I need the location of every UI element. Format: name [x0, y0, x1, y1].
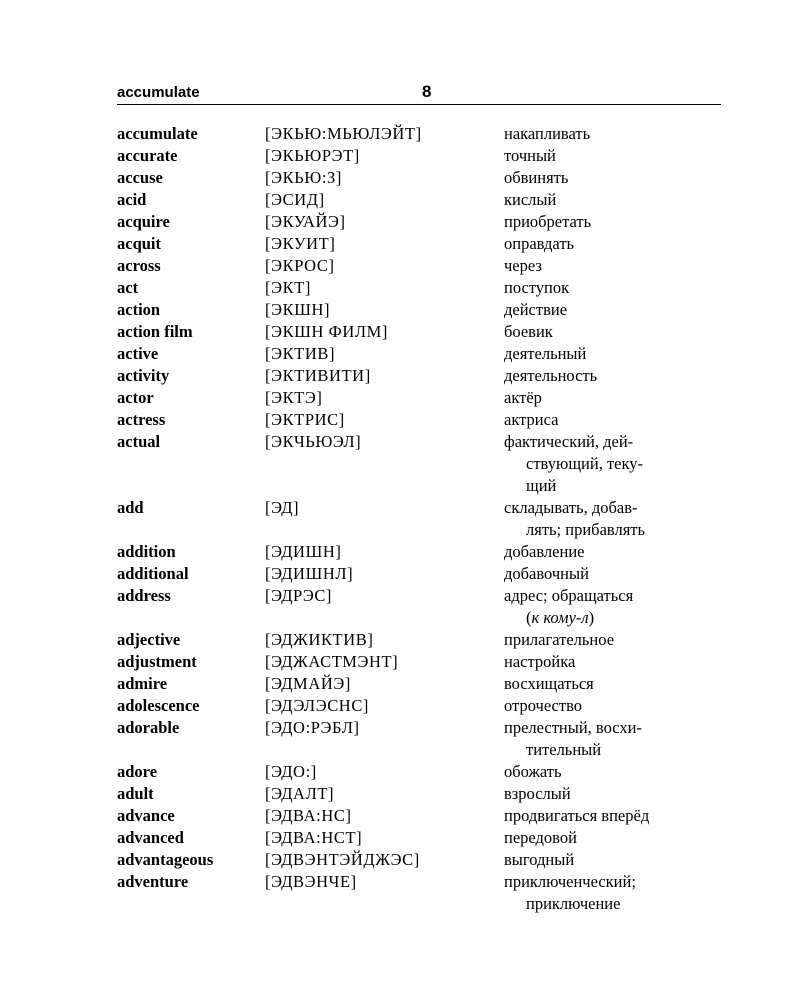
pronunciation: [ЭДВА:НСТ]: [265, 828, 363, 847]
translation: [504, 783, 737, 805]
headword: actual: [117, 432, 161, 451]
translation-line: накапливать: [504, 124, 591, 143]
translation-line: деятельный: [504, 344, 587, 363]
pronunciation: [ЭКЧЬЮЭЛ]: [265, 432, 362, 451]
dictionary-entry: [117, 629, 737, 651]
dictionary-entry: [117, 255, 737, 277]
translation: [504, 805, 737, 827]
pronunciation: [ЭДВА:НС]: [265, 806, 352, 825]
headword: adore: [117, 762, 158, 781]
dictionary-entry: [117, 563, 737, 585]
dictionary-entry: [117, 343, 737, 365]
pronunciation: [ЭДАЛТ]: [265, 784, 335, 803]
entry-list: [117, 123, 737, 915]
headword: adjective: [117, 630, 181, 649]
translation: [504, 871, 737, 915]
headword: active: [117, 344, 159, 363]
translation-line: выгодный: [504, 850, 575, 869]
translation: [504, 343, 737, 365]
pronunciation: [ЭДО:РЭБЛ]: [265, 718, 360, 737]
running-head-word: accumulate: [117, 84, 200, 101]
translation-line: взрослый: [504, 784, 571, 803]
dictionary-entry: [117, 211, 737, 233]
translation: [504, 189, 737, 211]
translation-line: оправдать: [504, 234, 575, 253]
headword: actress: [117, 410, 166, 429]
pronunciation: [ЭДИШН]: [265, 542, 342, 561]
dictionary-entry: [117, 827, 737, 849]
translation: [504, 673, 737, 695]
headword: act: [117, 278, 139, 297]
pronunciation: [ЭКЬЮ:МЬЮЛЭЙТ]: [265, 124, 422, 143]
headword: advanced: [117, 828, 184, 847]
headword: adjustment: [117, 652, 197, 671]
translation-line: добавление: [504, 542, 585, 561]
headword: adult: [117, 784, 154, 803]
headword: address: [117, 586, 171, 605]
translation-line: продвигаться вперёд: [504, 806, 650, 825]
dictionary-entry: [117, 497, 737, 541]
headword: acquire: [117, 212, 170, 231]
translation: [504, 299, 737, 321]
translation: [504, 541, 737, 563]
dictionary-entry: [117, 387, 737, 409]
pronunciation: [ЭДЖИКТИВ]: [265, 630, 374, 649]
pronunciation: [ЭДИШНЛ]: [265, 564, 354, 583]
translation-line: кислый: [504, 190, 557, 209]
dictionary-entry: [117, 409, 737, 431]
dictionary-entry: [117, 695, 737, 717]
dictionary-entry: [117, 651, 737, 673]
translation: [504, 365, 737, 387]
translation: [504, 651, 737, 673]
pronunciation: [ЭДЭЛЭСНС]: [265, 696, 370, 715]
translation-line: через: [504, 256, 542, 275]
translation-line: точный: [504, 146, 556, 165]
translation-line: поступок: [504, 278, 570, 297]
dictionary-entry: [117, 365, 737, 387]
translation-line: передовой: [504, 828, 577, 847]
translation-line: щий: [526, 476, 557, 495]
translation: [504, 497, 737, 541]
pronunciation: [ЭСИД]: [265, 190, 325, 209]
translation-line: тительный: [526, 740, 602, 759]
translation: [504, 145, 737, 167]
pronunciation: [ЭКЬЮ:З]: [265, 168, 342, 187]
pronunciation: [ЭКТИВ]: [265, 344, 336, 363]
translation-line: добавочный: [504, 564, 589, 583]
dictionary-entry: [117, 167, 737, 189]
headword: addition: [117, 542, 176, 561]
translation-line: восхищаться: [504, 674, 594, 693]
pronunciation: [ЭДО:]: [265, 762, 317, 781]
dictionary-entry: [117, 123, 737, 145]
headword: advantageous: [117, 850, 214, 869]
dictionary-entry: [117, 145, 737, 167]
translation-line: настройка: [504, 652, 576, 671]
translation-line: складывать, добав-: [504, 498, 638, 517]
dictionary-entry: [117, 541, 737, 563]
translation: [504, 761, 737, 783]
headword: adolescence: [117, 696, 200, 715]
dictionary-entry: [117, 189, 737, 211]
translation: [504, 321, 737, 343]
translation-line: ствующий, теку-: [526, 454, 644, 473]
translation-line: актёр: [504, 388, 542, 407]
translation-line: прилагательное: [504, 630, 615, 649]
headword: accumulate: [117, 124, 198, 143]
translation-line: прелестный, восхи-: [504, 718, 642, 737]
translation-line: обвинять: [504, 168, 569, 187]
headword: across: [117, 256, 161, 275]
pronunciation: [ЭДЖАСТМЭНТ]: [265, 652, 399, 671]
dictionary-entry: [117, 321, 737, 343]
dictionary-entry: [117, 717, 737, 761]
translation-line: приобретать: [504, 212, 592, 231]
headword: action: [117, 300, 161, 319]
pronunciation: [ЭДВЭНЧЕ]: [265, 872, 357, 891]
translation-line: обожать: [504, 762, 562, 781]
translation: [504, 255, 737, 277]
headword: add: [117, 498, 144, 517]
dictionary-entry: [117, 761, 737, 783]
dictionary-entry: [117, 233, 737, 255]
translation: [504, 233, 737, 255]
pronunciation: [ЭКТРИС]: [265, 410, 345, 429]
pronunciation: [ЭД]: [265, 498, 300, 517]
translation: [504, 387, 737, 409]
pronunciation: [ЭКУИТ]: [265, 234, 336, 253]
dictionary-entry: [117, 299, 737, 321]
translation-line: адрес; обращаться: [504, 586, 634, 605]
translation-note-text: к кому-л: [531, 608, 589, 627]
headword: additional: [117, 564, 189, 583]
pronunciation: [ЭКШН ФИЛМ]: [265, 322, 388, 341]
translation-line: отрочество: [504, 696, 583, 715]
translation-line: актриса: [504, 410, 559, 429]
headword: adorable: [117, 718, 180, 737]
dictionary-entry: [117, 871, 737, 915]
translation-line: боевик: [504, 322, 553, 341]
translation-line: лять; прибавлять: [526, 520, 646, 539]
translation: [504, 849, 737, 871]
page-number: 8: [422, 82, 432, 101]
translation: [504, 431, 737, 497]
pronunciation: [ЭДРЭС]: [265, 586, 333, 605]
running-head: [117, 84, 721, 105]
headword: adventure: [117, 872, 189, 891]
headword: activity: [117, 366, 170, 385]
translation: [504, 629, 737, 651]
pronunciation: [ЭКТИВИТИ]: [265, 366, 371, 385]
headword: accurate: [117, 146, 178, 165]
headword: advance: [117, 806, 175, 825]
pronunciation: [ЭКТ]: [265, 278, 311, 297]
pronunciation: [ЭКУАЙЭ]: [265, 212, 346, 231]
translation: [504, 563, 737, 585]
dictionary-entry: [117, 277, 737, 299]
translation: [504, 123, 737, 145]
translation: [504, 585, 737, 629]
dictionary-entry: [117, 805, 737, 827]
translation-line: деятельность: [504, 366, 598, 385]
dictionary-entry: [117, 431, 737, 497]
pronunciation: [ЭКРОС]: [265, 256, 335, 275]
dictionary-entry: [117, 783, 737, 805]
translation: [504, 695, 737, 717]
translation: [504, 277, 737, 299]
translation: [504, 717, 737, 761]
headword: accuse: [117, 168, 163, 187]
dictionary-entry: [117, 849, 737, 871]
pronunciation: [ЭДВЭНТЭЙДЖЭС]: [265, 850, 420, 869]
pronunciation: [ЭКТЭ]: [265, 388, 323, 407]
translation: [504, 167, 737, 189]
translation-line: действие: [504, 300, 568, 319]
headword: actor: [117, 388, 154, 407]
headword: acid: [117, 190, 147, 209]
pronunciation: [ЭКШН]: [265, 300, 331, 319]
headword: admire: [117, 674, 168, 693]
translation: [504, 827, 737, 849]
dictionary-entry: [117, 673, 737, 695]
translation: [504, 409, 737, 431]
translation-line: фактический, дей-: [504, 432, 634, 451]
pronunciation: [ЭКЬЮРЭТ]: [265, 146, 360, 165]
translation-line: приключенческий;: [504, 872, 636, 891]
headword: action film: [117, 322, 193, 341]
pronunciation: [ЭДМАЙЭ]: [265, 674, 351, 693]
translation: [504, 211, 737, 233]
translation-line: приключение: [526, 894, 621, 913]
dictionary-entry: [117, 585, 737, 629]
headword: acquit: [117, 234, 162, 253]
translation-note: (к кому-л): [526, 608, 595, 627]
